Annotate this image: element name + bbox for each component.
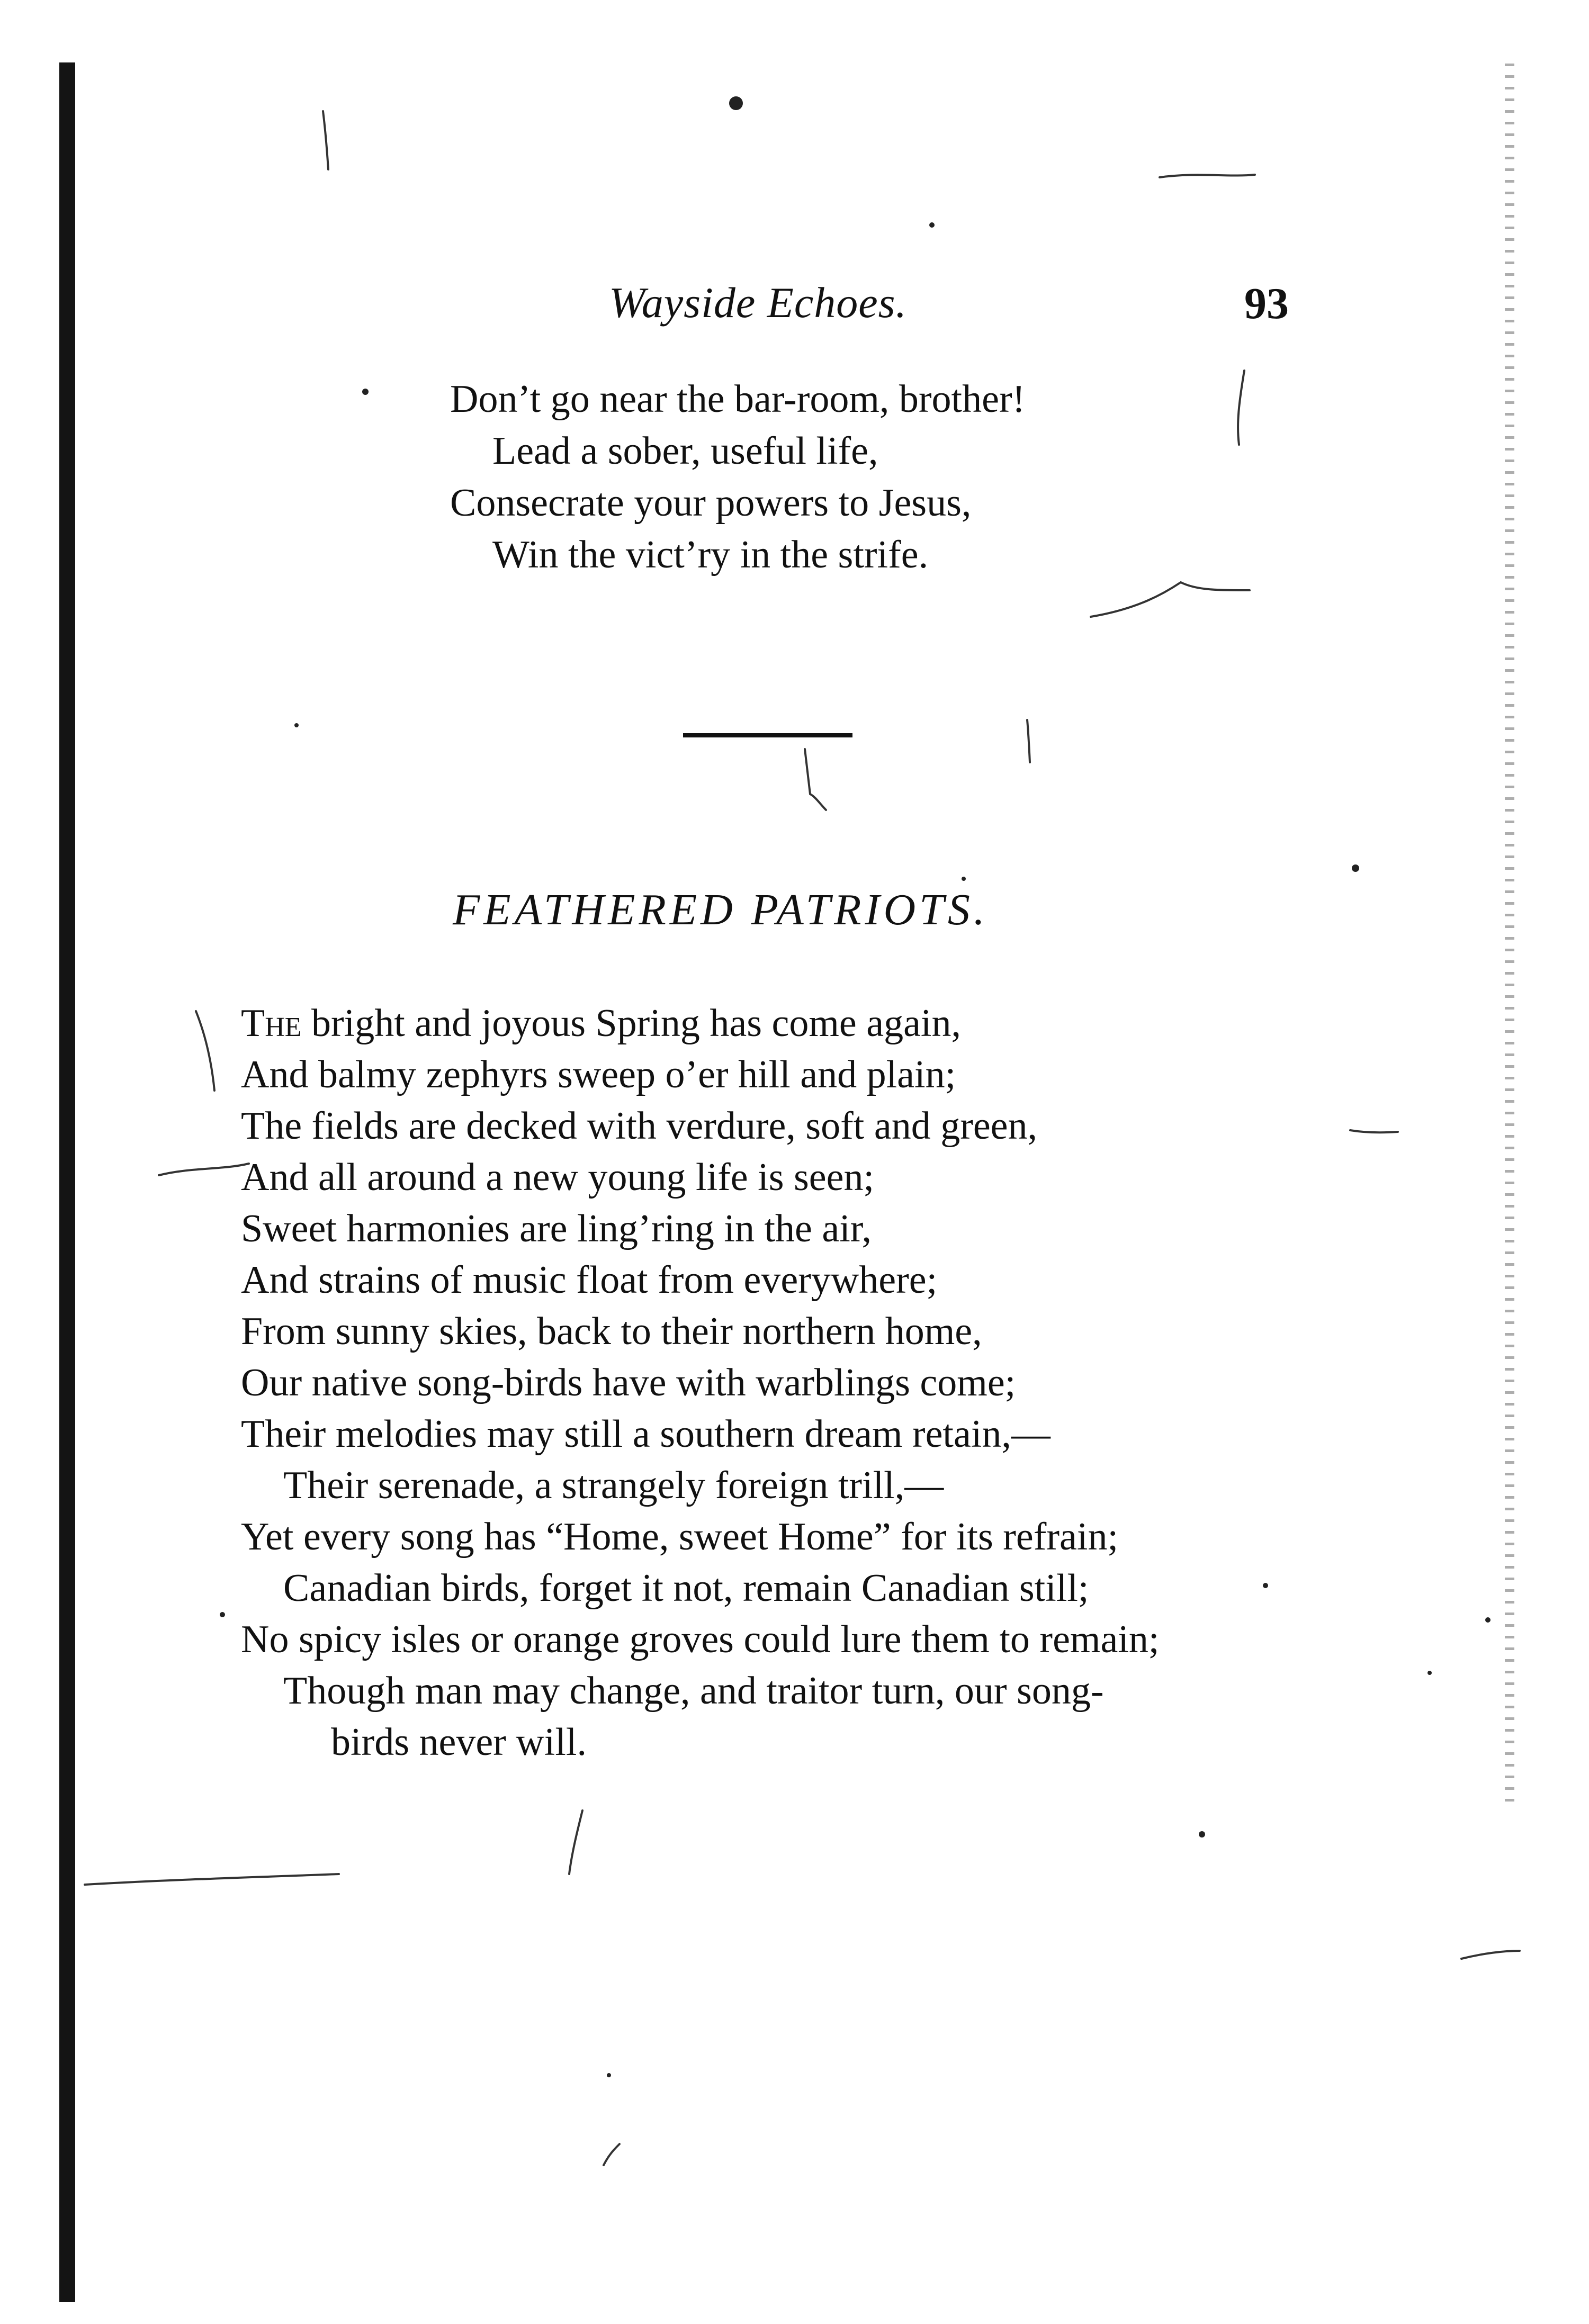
stanza-line: Don’t go near the bar-room, brother! [450, 377, 1026, 421]
poem-line: And all around a new young life is seen; [241, 1156, 875, 1199]
poem-line: Though man may change, and traitor turn, our song- [283, 1669, 1104, 1713]
poem-line: Sweet harmonies are ling’ring in the air, [241, 1207, 872, 1250]
poem-line: Yet every song has “Home, sweet Home” for its refrain; [241, 1515, 1119, 1559]
running-head: Wayside Echoes. [609, 278, 908, 327]
drop-word: The [241, 1002, 302, 1045]
poem-line [241, 998, 1159, 1049]
stanza-line: Win the vict’ry in the strife. [492, 533, 929, 577]
poem-line-rest: bright and joyous Spring has come again, [301, 1002, 961, 1045]
poem-line: birds never will. [331, 1721, 587, 1764]
page-number: 93 [1244, 279, 1289, 328]
poem-line: And strains of music float from everywhere; [241, 1258, 938, 1302]
poem-line: From sunny skies, back to their northern home, [241, 1310, 982, 1353]
poem-body [241, 998, 1159, 1768]
poem-line: Canadian birds, forget it not, remain Canadian still; [283, 1566, 1089, 1610]
poem-title: FEATHERED PATRIOTS. [453, 885, 989, 934]
poem-line: Their melodies may still a southern dream retain,— [241, 1412, 1051, 1456]
section-divider [683, 733, 852, 737]
closing-stanza [450, 373, 1025, 581]
poem-line: No spicy isles or orange groves could lure them to remain; [241, 1618, 1160, 1661]
stanza-line: Lead a sober, useful life, [492, 429, 878, 473]
poem-line: Their serenade, a strangely foreign trill,— [283, 1464, 944, 1507]
poem-line: The fields are decked with verdure, soft and green, [241, 1104, 1038, 1148]
poem-line: Our native song-birds have with warblings come; [241, 1361, 1016, 1404]
poem-line: And balmy zephyrs sweep o’er hill and plain; [241, 1053, 956, 1096]
stanza-line: Consecrate your powers to Jesus, [450, 481, 972, 525]
